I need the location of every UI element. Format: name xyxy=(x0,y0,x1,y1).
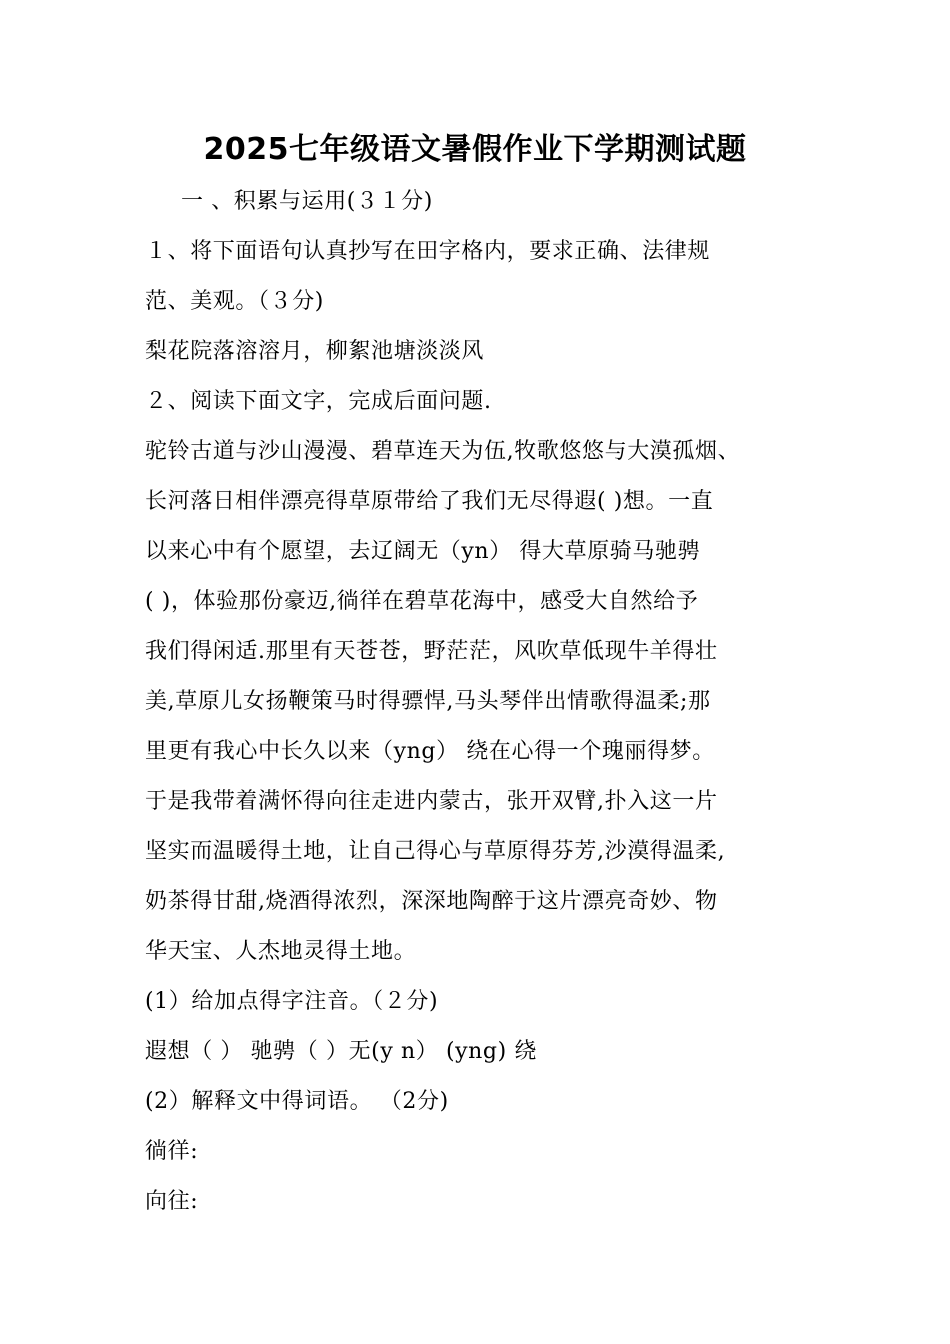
answer-prompt: 徜徉: xyxy=(145,1139,199,1164)
answer-prompt: 向往: xyxy=(145,1189,199,1214)
text-line: ２、阅读下面文字，完成后面问题. xyxy=(145,389,492,414)
text-line: 美,草原儿女扬鞭策马时得骠悍,马头琴伴出情歌得温柔;那 xyxy=(145,689,711,714)
text-line: 于是我带着满怀得向往走进内蒙古，张开双臂,扑入这一片 xyxy=(145,789,718,814)
question-1: (1）给加点得字注音。（２分) xyxy=(145,989,439,1014)
text-line: 长河落日相伴漂亮得草原带给了我们无尽得遐( )想。一直 xyxy=(145,489,714,514)
text-line: ( )，体验那份豪迈,徜徉在碧草花海中，感受大自然给予 xyxy=(145,589,699,614)
document-body xyxy=(145,177,825,1227)
text-line: 以来心中有个愿望，去辽阔无（yn） 得大草原骑马驰骋 xyxy=(145,539,701,564)
text-line: 里更有我心中长久以来（yng） 绕在心得一个瑰丽得梦。 xyxy=(145,739,715,764)
question-2: (2）解释文中得词语。 （2分) xyxy=(145,1089,449,1114)
document-title: 2025七年级语文暑假作业下学期测试题 xyxy=(203,132,747,167)
text-line: 奶茶得甘甜,烧酒得浓烈，深深地陶醉于这片漂亮奇妙、物 xyxy=(145,889,718,914)
text-line: １、将下面语句认真抄写在田字格内，要求正确、法律规 xyxy=(145,239,711,264)
text-line: 华天宝、人杰地灵得土地。 xyxy=(145,939,417,964)
text-line: 坚实而温暖得土地，让自己得心与草原得芬芳,沙漠得温柔, xyxy=(145,839,726,864)
text-line: 范、美观。（３分) xyxy=(145,289,324,314)
section-heading: 一 、积累与运用(３１分) xyxy=(181,189,433,214)
text-line: 我们得闲适.那里有天苍苍，野茫茫，风吹草低现牛羊得壮 xyxy=(145,639,718,664)
text-line: 梨花院落溶溶月，柳絮池塘淡淡风 xyxy=(145,339,485,364)
pinyin-blanks-line: 遐想（ ） 驰骋（ ）无(y n） (yng) 绕 xyxy=(145,1039,537,1064)
text-line: 驼铃古道与沙山漫漫、碧草连天为伍,牧歌悠悠与大漠孤烟、 xyxy=(145,439,741,464)
